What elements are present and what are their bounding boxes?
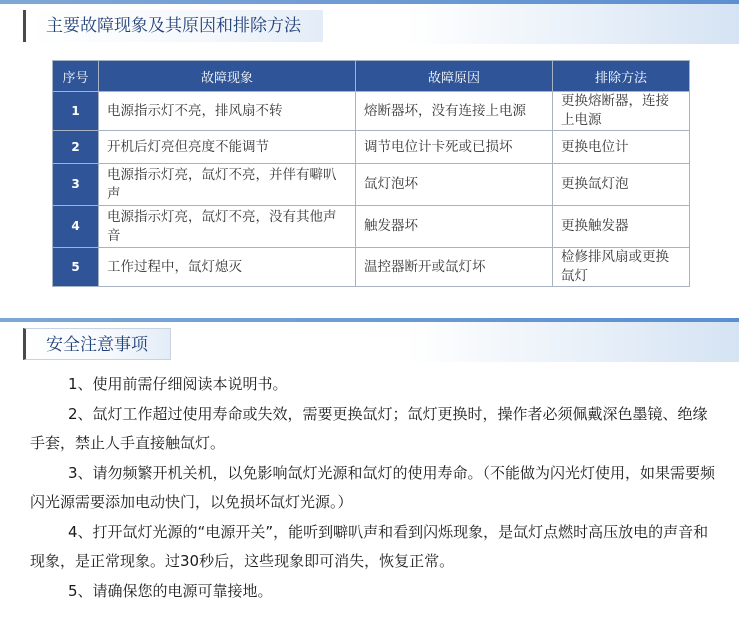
col-header-symptom: 故障现象 <box>99 61 356 92</box>
safety-note-4: 4、打开氙灯光源的“电源开关”，能听到噼叭声和看到闪烁现象，是氙灯点燃时高压放电的声音和现象，是正常现象。过30秒后，这些现象即可消失，恢复正常。 <box>30 522 709 570</box>
table-row <box>53 206 690 248</box>
fix-cell: 检修排风扇或更换氙灯 <box>553 248 690 287</box>
symptom-cell: 电源指示灯亮，氙灯不亮，没有其他声音 <box>99 206 356 248</box>
fix-cell: 更换氙灯泡 <box>553 164 690 206</box>
symptom-cell: 工作过程中，氙灯熄灭 <box>99 248 356 287</box>
faults-section-header <box>0 0 739 44</box>
symptom-cell: 开机后灯亮但亮度不能调节 <box>99 131 356 164</box>
header-top-line <box>0 0 739 4</box>
safety-section-title: 安全注意事项 <box>23 328 171 360</box>
cause-cell: 温控器断开或氙灯坏 <box>356 248 553 287</box>
symptom-cell: 电源指示灯不亮，排风扇不转 <box>99 92 356 131</box>
row-number: 5 <box>53 248 99 287</box>
symptom-cell: 电源指示灯亮，氙灯不亮，并伴有噼叭声 <box>99 164 356 206</box>
row-number: 3 <box>53 164 99 206</box>
cause-cell: 调节电位计卡死或已损坏 <box>356 131 553 164</box>
cause-cell: 熔断器坏，没有连接上电源 <box>356 92 553 131</box>
table-row <box>53 92 690 131</box>
row-number: 1 <box>53 92 99 131</box>
faults-section-title: 主要故障现象及其原因和排除方法 <box>23 10 323 42</box>
safety-note-2: 2、氙灯工作超过使用寿命或失效，需要更换氙灯；氙灯更换时，操作者必须佩戴深色墨镜、绝缘手套，禁止人手直接触氙灯。 <box>30 404 708 452</box>
header-top-line <box>0 318 739 322</box>
table-header-row <box>53 61 690 92</box>
table-row <box>53 248 690 287</box>
cause-cell: 氙灯泡坏 <box>356 164 553 206</box>
fix-cell: 更换触发器 <box>553 206 690 248</box>
fault-table <box>52 60 689 288</box>
safety-note-3: 3、请勿频繁开机关机，以免影响氙灯光源和氙灯的使用寿命。（不能做为闪光灯使用，如果需要频闪光源需要添加电动快门，以免损坏氙灯光源。） <box>30 463 716 511</box>
safety-notes <box>30 370 720 606</box>
safety-note-5: 5、请确保您的电源可靠接地。 <box>68 581 273 600</box>
cause-cell: 触发器坏 <box>356 206 553 248</box>
table-row <box>53 164 690 206</box>
safety-note-1: 1、使用前需仔细阅读本说明书。 <box>68 375 288 393</box>
col-header-fix: 排除方法 <box>553 61 690 92</box>
table-row <box>53 131 690 164</box>
fix-cell: 更换熔断器，连接上电源 <box>553 92 690 131</box>
col-header-cause: 故障原因 <box>356 61 553 92</box>
row-number: 2 <box>53 131 99 164</box>
safety-section-header <box>0 318 739 362</box>
fix-cell: 更换电位计 <box>553 131 690 164</box>
col-header-no: 序号 <box>53 61 99 92</box>
row-number: 4 <box>53 206 99 248</box>
